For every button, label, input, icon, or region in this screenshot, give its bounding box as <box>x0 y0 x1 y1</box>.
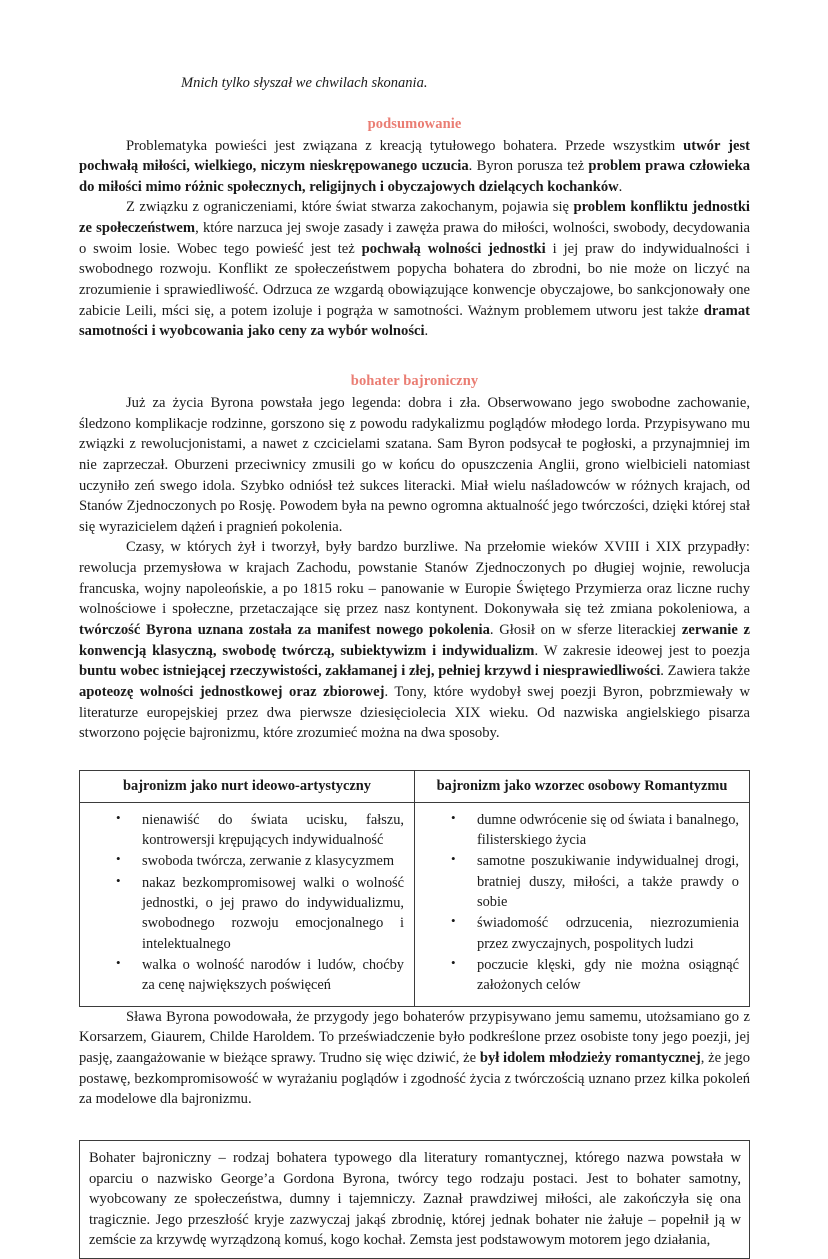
paragraph: Czasy, w których żył i tworzył, były bardzo burzliwe. Na przełomie wieków XVIII i XIX przypadły: rewolucja przemysłowa w krajach Zachodu, powstanie Stanów Zjednoczonych po długiej wojnie, rewolucja francuska, wojny napoleońskie, a po 1815 roku – panowanie w Europie Świętego Przymierza oraz liczne ruchy wolnościowe i społeczne, przetaczające się przez nasz kontynent. Dokonywała się też zmiana pokoleniowa, a twórczość Byrona uznana została za manifest nowego pokolenia. Głosił on w sferze literackiej zerwanie z konwencją klasyczną, swobodę twórczą, subiektywizm i indywidualizm. W zakresie ideowej jest to poezja buntu wobec istniejącej rzeczywistości, zakłamanej i złej, pełniej krzywd i niesprawiedliwości. Zawiera także apoteozę wolności jednostkowej oraz zbiorowej. Tony, które wydobył swej poezji Byron, pobrzmiewały w literaturze europejskiej przez dwa pierwsze dziesięciolecia XIX wieku. Od nazwiska angielskiego pisarza stworzono pojęcie bajronizmu, które zrozumieć można na dwa sposoby. <box>79 539 751 742</box>
table-header-row <box>80 770 750 802</box>
paragraph: Sława Byrona powodowała, że przygody jego bohaterów przypisywano jemu samemu, utożsamiano go z Korsarzem, Giaurem, Childe Haroldem. To przeświadczenie było podkreślone przez osobiste tony jego poezji, jej pasję, zaangażowanie w bieżące sprawy. Trudno się więc dziwić, że był idolem młodzieży romantycznej, że jego postawę, bezkompromisowość w wyrażaniu poglądów i zgodność życia z twórczością uznano przez kilka pokoleń za modelowe dla bajronizmu. <box>79 1008 750 1108</box>
paragraph: Problematyka powieści jest związana z kreacją tytułowego bohatera. Przede wszystkim utwór jest pochwałą miłości, wielkiego, niczym nieskrępowanego uczucia. Byron porusza też problem prawa człowieka do miłości mimo różnic społecznych, religijnych i obyczajowych dzielących kochanków. <box>79 137 750 195</box>
table-column-header: bajronizm jako nurt ideowo-artystyczny <box>80 770 415 802</box>
table-row <box>80 802 750 1006</box>
paragraph: Już za życia Byrona powstała jego legenda: dobra i zła. Obserwowano jego swobodne zachowanie, śledzono komplikacje rodzinne, gorszono się z powodu radykalizmu poglądów młodego lorda. Przypisywano mu związki z rewolucjonistami, a nawet z czcicielami szatana. Sam Byron podsycał te pogłoski, a przynajmniej im nie zaprzeczał. Oburzeni przeciwnicy zmusili go w końcu do opuszczenia Anglii, grono wielbicieli natomiast uczyniło zeń swego idola. Szybko odniósł też sukces literacki. Miał wielu naśladowców w różnych krajach, od Stanów Zjednoczonych po Rosję. Powodem była na pewno ogromna aktualność jego twórczości, dzięki której stał się wyrazicielem dążeń i pragnień pokolenia. <box>79 394 750 535</box>
list-item: • samotne poszukiwanie indywidualnej drogi, bratniej duszy, miłości, a także prawdy o sobie <box>451 851 739 912</box>
epigraph-line: Mnich tylko słyszał we chwilach skonania. <box>181 75 428 91</box>
section-heading-podsumowanie: podsumowanie <box>367 115 462 132</box>
bullet-list <box>84 810 404 996</box>
table-cell-right <box>415 802 750 1006</box>
list-item: • świadomość odrzucenia, niezrozumienia przez zwyczajnych, pospolitych ludzi <box>451 913 739 954</box>
definition-text: Bohater bajroniczny – rodzaj bohatera typowego dla literatury romantycznej, którego nazwa powstała w oparciu o nazwisko George’a Gordona Byrona, twórcy tego rodzaju postaci. Jest to bohater samotny, wyobcowany ze społeczeństwa, dumny i tajemniczy. Zaznał prawdziwej miłości, ale zakończyła się ona tragicznie. Jego przeszłość kryje zazwyczaj jakąś zbrodnię, której jednak bohater nie żałuje – popełnił ją w zemście za krzywdę wyrządzoną komuś, kogo kochał. Zemsta jest podstawowym motorem jego działania, <box>89 1149 741 1249</box>
bullet-list <box>419 810 739 996</box>
list-item: • swoboda twórcza, zerwanie z klasycyzmem <box>116 851 404 871</box>
section-heading-bohater-bajroniczny: bohater bajroniczny <box>350 372 479 389</box>
paragraph: Z związku z ograniczeniami, które świat stwarza zakochanym, pojawia się problem konfliktu jednostki ze społeczeństwem, które narzuca jej swoje zasady i zawęża prawa do miłości, wolności, swobody, decydowania o swoim losie. Wobec tego powieść jest też pochwałą wolności jednostki i jej praw do indywidualności i swobodnego rozwoju. Konflikt ze społeczeństwem popycha bohatera do zbrodni, bo nie może on liczyć na zrozumienie i sprawiedliwość. Odrzuca ze wzgardą obowiązujące konwencje obyczajowe, bo sankcjonowały one zabicie Leili, mści się, a potem izoluje i pogrąża w samotności. Ważnym problemem utworu jest także dramat samotności i wyobcowania jako ceny za wybór wolności. <box>79 199 750 340</box>
list-item: • nienawiść do świata ucisku, fałszu, kontrowersji krępujących indywidualność <box>116 810 404 851</box>
table-column-header: bajronizm jako wzorzec osobowy Romantyzmu <box>415 770 750 802</box>
bajronizm-comparison-table <box>79 770 750 1007</box>
list-item: • nakaz bezkompromisowej walki o wolność jednostki, o jej prawo do indywidualizmu, swobodnego rozwoju emocjonalnego i intelektualnego <box>116 873 404 954</box>
list-item: • poczucie klęski, gdy nie można osiągnąć założonych celów <box>451 955 739 996</box>
definition-box <box>79 1140 750 1259</box>
list-item: • dumne odwrócenie się od świata i banalnego, filisterskiego życia <box>451 810 739 851</box>
table-cell-left <box>80 802 415 1006</box>
list-item: • walka o wolność narodów i ludów, choćby za cenę największych poświęceń <box>116 955 404 996</box>
